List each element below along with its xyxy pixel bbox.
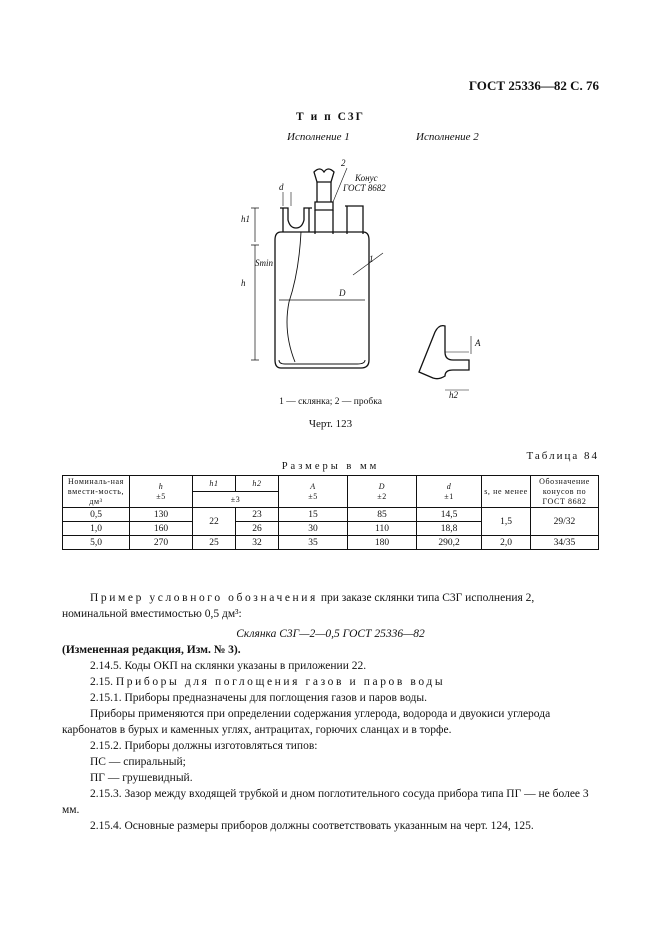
version-2-label: Исполнение 2 <box>416 131 479 143</box>
th-volume: Номиналь-ная вмести-мость, дм³ <box>63 476 130 508</box>
amended-note: (Измененная редакция, Изм. № 3). <box>62 644 241 656</box>
th-h2: h2 <box>236 476 279 492</box>
label-h1: h1 <box>241 214 250 224</box>
figure-legend: 1 — склянка; 2 — пробка <box>279 397 382 407</box>
label-A: A <box>475 338 481 348</box>
type-title: Т и п С3Г <box>296 111 365 123</box>
label-1: 1 <box>369 254 374 264</box>
label-gost: ГОСТ 8682 <box>343 183 386 193</box>
dimensions-table <box>62 475 599 550</box>
para-2-15-3: 2.15.3. Зазор между входящей трубкой и дном поглотительного сосуда прибора типа ПГ — не более 3 мм. <box>62 788 589 816</box>
label-D: D <box>339 288 346 298</box>
page-header: ГОСТ 25336—82 С. 76 <box>468 78 599 93</box>
th-A: A ±5 <box>279 476 348 508</box>
th-h1: h1 <box>193 476 236 492</box>
body-text <box>62 590 599 834</box>
type-ps: ПС — спиральный; <box>90 756 186 768</box>
th-cone: Обозначение конусов по ГОСТ 8682 <box>531 476 599 508</box>
para-2-15-4: 2.15.4. Основные размеры приборов должны соответствовать указанным на черт. 124, 125. <box>90 820 534 832</box>
version-1-label: Исполнение 1 <box>287 131 350 143</box>
label-h: h <box>241 278 246 288</box>
label-d: d <box>279 182 284 192</box>
table-row: 5,0 270 25 32 35 180 290,2 2,0 34/35 <box>63 536 599 550</box>
type-pg: ПГ — грушевидный. <box>90 772 193 784</box>
th-D: D ±2 <box>348 476 417 508</box>
th-d: d ±1 <box>417 476 482 508</box>
para-usage: Приборы применяются при определении содержания углерода, водорода и двуокиси углерода карбонатов в бурых и каменных углях, антрацитах, горючих сланцах и в торфе. <box>62 708 551 736</box>
figure-caption: Черт. 123 <box>308 418 353 430</box>
example-paragraph: Пример условного обозначения при заказе склянки типа С3Г исполнения 2, номинальной вместимостью 0,5 дм³: <box>62 592 535 620</box>
designation-example: Склянка С3Г—2—0,5 ГОСТ 25336—82 <box>236 628 425 640</box>
th-h12-tolerance: ±3 <box>193 492 279 508</box>
label-smin: Smin <box>255 258 273 268</box>
para-2-15: 2.15. Приборы для поглощения газов и паров воды <box>90 676 446 688</box>
table-row: 1,0 160 26 30 110 18,8 <box>63 522 599 536</box>
para-2-15-2: 2.15.2. Приборы должны изготовляться типов: <box>90 740 318 752</box>
label-h2: h2 <box>449 390 458 400</box>
para-2-15-1: 2.15.1. Приборы предназначены для поглощения газов и паров воды. <box>90 692 427 704</box>
th-s: s, не менее <box>482 476 531 508</box>
label-2: 2 <box>341 158 346 168</box>
table-row: 0,5 130 22 23 15 85 14,5 1,5 29/32 <box>63 508 599 522</box>
technical-drawing <box>235 150 495 400</box>
label-konus: Конус <box>355 173 378 183</box>
th-h: h ±5 <box>130 476 193 508</box>
table-subtitle: Размеры в мм <box>281 461 380 472</box>
table-caption: Таблица 84 <box>526 450 599 462</box>
para-2-14-5: 2.14.5. Коды ОКП на склянки указаны в приложении 22. <box>90 660 367 672</box>
